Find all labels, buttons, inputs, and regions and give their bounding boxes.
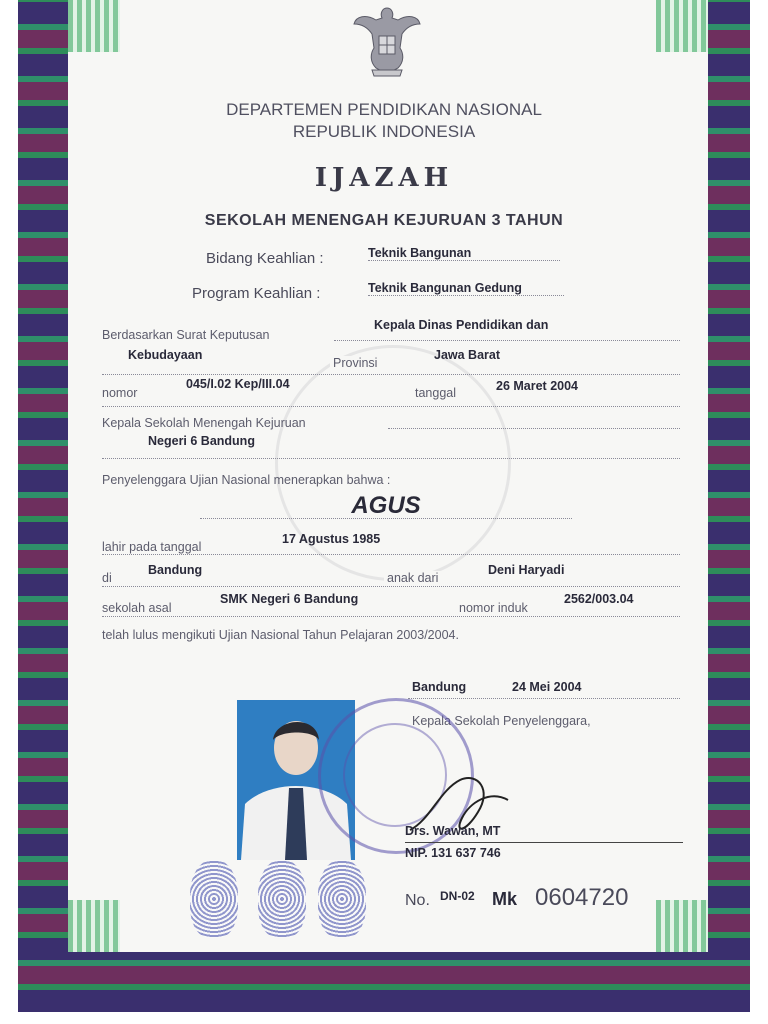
corner-ornament-bottom-left [68, 900, 120, 952]
birth-place-label: di [102, 571, 116, 585]
corner-ornament-top-right [656, 0, 708, 52]
decree-authority: Kepala Dinas Pendidikan dan [374, 318, 549, 332]
province-value: Jawa Barat [434, 348, 501, 362]
signatory-name: Drs. Wawan, MT [405, 824, 501, 838]
decree-prefix: Berdasarkan Surat Keputusan [102, 328, 270, 342]
province-label: Provinsi [330, 356, 380, 370]
program-label: Program Keahlian : [192, 285, 321, 302]
dotted-line [102, 392, 680, 407]
signature-line [405, 842, 683, 843]
fingerprint-middle [258, 860, 306, 938]
decree-date-label: tanggal [412, 386, 459, 400]
student-name: AGUS [351, 492, 421, 519]
birth-date: 17 Agustus 1985 [282, 532, 381, 546]
principal-label: Kepala Sekolah Menengah Kejuruan [102, 416, 306, 430]
principal-school: Negeri 6 Bandung [148, 434, 255, 448]
student-number: 2562/003.04 [564, 592, 634, 606]
dotted-line [388, 416, 680, 429]
parent-name: Deni Haryadi [488, 563, 565, 577]
signatory-nip: NIP. 131 637 746 [405, 846, 501, 860]
parent-label: anak dari [384, 571, 441, 585]
field-label: Bidang Keahlian : [206, 250, 324, 267]
certificate-title: IJAZAH [314, 163, 454, 193]
birth-place: Bandung [148, 563, 203, 577]
student-number-label: nomor induk [456, 601, 531, 615]
ministry-name: DEPARTEMEN PENDIDIKAN NASIONAL [226, 100, 542, 119]
origin-school-label: sekolah asal [102, 601, 176, 615]
passed-statement: telah lulus mengikuti Ujian Nasional Tahun Pelajaran 2003/2004. [102, 628, 459, 642]
dotted-line [102, 360, 680, 375]
signing-date: 24 Mei 2004 [512, 680, 582, 694]
serial-no-label: No. [405, 892, 430, 909]
corner-ornament-top-left [68, 0, 120, 52]
statement-text: Penyelenggara Ujian Nasional menerapkan bahwa : [102, 473, 391, 487]
serial-number: 0604720 [535, 884, 629, 911]
country-name: REPUBLIK INDONESIA [292, 122, 476, 141]
origin-school: SMK Negeri 6 Bandung [220, 592, 359, 606]
corner-ornament-bottom-right [656, 900, 708, 952]
signatory-role: Kepala Sekolah Penyelenggara, [412, 714, 591, 728]
serial-code: DN-02 [440, 889, 475, 903]
decree-date: 26 Maret 2004 [496, 379, 579, 393]
signing-city: Bandung [412, 680, 467, 694]
birth-date-label: lahir pada tanggal [102, 540, 205, 554]
fingerprint-left [190, 860, 238, 938]
serial-mk: Mk [492, 889, 518, 909]
decree-authority-cont: Kebudayaan [128, 348, 203, 362]
garuda-emblem-icon [352, 2, 422, 78]
school-type: SEKOLAH MENENGAH KEJURUAN 3 TAHUN [204, 212, 564, 229]
decree-number: 045/I.02 Kep/III.04 [186, 377, 290, 391]
field-value: Teknik Bangunan [368, 246, 560, 261]
fingerprint-right [318, 860, 366, 938]
decree-number-label: nomor [102, 386, 141, 400]
program-value: Teknik Bangunan Gedung [368, 281, 564, 296]
